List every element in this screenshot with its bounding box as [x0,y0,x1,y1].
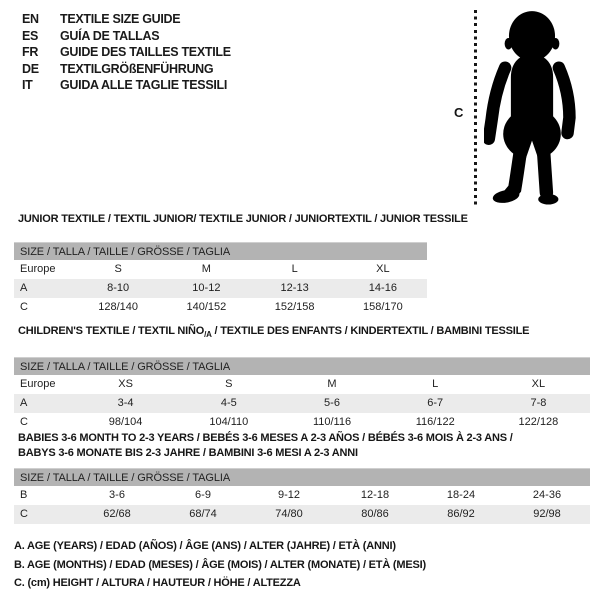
table-cell: 4-5 [220,397,237,410]
table-cell: 74/80 [275,508,303,520]
table-cell: 92/98 [533,508,561,520]
height-measure-line [474,10,477,208]
table-section-children [14,324,590,432]
language-row [22,61,231,78]
table-cell: XL [531,378,546,391]
language-code: FR [22,45,39,60]
table-cell: 62/68 [103,508,131,520]
table-row [14,298,427,317]
row-label: Europe [20,378,56,391]
language-title: GUIDA ALLE TAGLIE TESSILI [60,78,228,93]
table-row [14,375,590,394]
table-cell: 80/86 [361,508,389,520]
table-title-text: BABIES 3-6 MONTH TO 2-3 YEARS / BEBÉS 3-6 MESES A 2-3 AÑOS / BÉBÉS 3-6 MOIS À 2-3 ANS / [18,432,513,444]
table-title-line [18,446,590,461]
row-label: C [20,416,28,429]
table-size-header: SIZE / TALLA / TAILLE / GRÖSSE / TAGLIA [14,357,590,375]
table-row [14,413,590,432]
table-cell: 10-12 [192,282,221,294]
row-label: B [20,489,28,501]
table-section-junior [14,212,468,317]
table-cell: 98/104 [108,416,143,429]
table-cell: 158/170 [362,301,403,313]
table-cell: 104/110 [209,416,249,429]
table-cell: XS [118,378,133,391]
table-cell: 116/122 [415,416,455,429]
table-title-text: / TEXTILE DES ENFANTS / KINDERTEXTIL / BAMBINI TESSILE [211,325,530,337]
table-title [18,212,468,227]
table-title [18,431,590,461]
table-cell: 3-4 [117,397,134,410]
language-row [22,44,231,61]
table-size-header: SIZE / TALLA / TAILLE / GRÖSSE / TAGLIA [14,242,427,260]
figure-block [450,6,596,212]
table-cell: 140/152 [186,301,227,313]
table-title-text: CHILDREN'S TEXTILE / TEXTIL NIÑO [18,325,205,337]
table-cell: M [327,378,337,391]
language-title: GUÍA DE TALLAS [60,28,160,43]
table-cell: 8-10 [107,282,130,294]
table-cell: 12-18 [360,489,390,501]
language-list [22,11,231,94]
table-cell: L [432,378,439,391]
table-section-babies [14,431,590,524]
table-cell: 18-24 [446,489,476,501]
table-title-text: JUNIOR TEXTILE / TEXTIL JUNIOR/ TEXTILE JUNIOR / JUNIORTEXTIL / JUNIOR TESSILE [18,213,468,225]
row-label: A [20,397,28,410]
row-label: Europe [20,263,56,275]
table-title-line [18,324,590,342]
table-cell: L [291,263,298,275]
table-cell: XL [376,263,390,275]
language-title: GUIDE DES TAILLES TEXTILE [60,45,231,60]
language-title: TEXTILE SIZE GUIDE [60,12,181,26]
row-label: A [20,282,28,294]
table-cell: 6-9 [195,489,211,501]
table-row [14,486,590,505]
footnotes [14,537,426,593]
footnote-line: B. AGE (MONTHS) / EDAD (MESES) / ÂGE (MOIS) / ALTER (MONATE) / ETÀ (MESI) [14,558,426,571]
table-row [14,279,427,298]
footnote-line: C. (cm) HEIGHT / ALTURA / HAUTEUR / HÖHE / ALTEZZA [14,577,301,590]
row-label: C [20,508,28,520]
language-row [22,11,231,28]
table-cell: 68/74 [189,508,217,520]
table-title [18,324,590,342]
table-title-line [18,212,468,227]
row-label: C [20,301,28,313]
table-cell: 86/92 [447,508,475,520]
language-row [22,28,231,45]
table-cell: S [225,378,233,391]
footnote-line: A. AGE (YEARS) / EDAD (AÑOS) / ÂGE (ANS) / ALTER (JAHRE) / ETÀ (ANNI) [14,540,396,552]
table-cell: 9-12 [277,489,301,501]
table-cell: 110/116 [312,416,352,429]
table-cell: 3-6 [109,489,125,501]
table-cell: M [201,263,211,275]
table-size-header: SIZE / TALLA / TAILLE / GRÖSSE / TAGLIA [14,468,590,486]
table-cell: 152/158 [274,301,315,313]
table-cell: 24-36 [532,489,562,501]
height-measure-label: C [454,105,464,120]
table-title-line [18,431,590,446]
language-code: ES [22,28,39,43]
table-cell: 12-13 [280,282,309,294]
language-code: IT [22,78,33,93]
table-cell: 7-8 [530,397,547,410]
table-cell: 14-16 [368,282,397,294]
language-row [22,77,231,94]
table-row [14,505,590,524]
toddler-silhouette-icon [484,8,580,210]
language-code: EN [22,12,39,26]
table-row [14,394,590,413]
table-cell: 6-7 [427,397,444,410]
language-code: DE [22,61,39,76]
table-title-text: BABYS 3-6 MONATE BIS 2-3 JAHRE / BAMBINI 3-6 MESI A 2-3 ANNI [18,447,358,459]
language-title: TEXTILGRÖßENFÜHRUNG [60,61,214,76]
table-cell: 128/140 [98,301,138,313]
table-row [14,260,427,279]
table-title-text: /A [204,330,212,340]
table-cell: 122/128 [518,416,559,429]
table-cell: S [114,263,122,275]
table-cell: 5-6 [324,397,340,410]
